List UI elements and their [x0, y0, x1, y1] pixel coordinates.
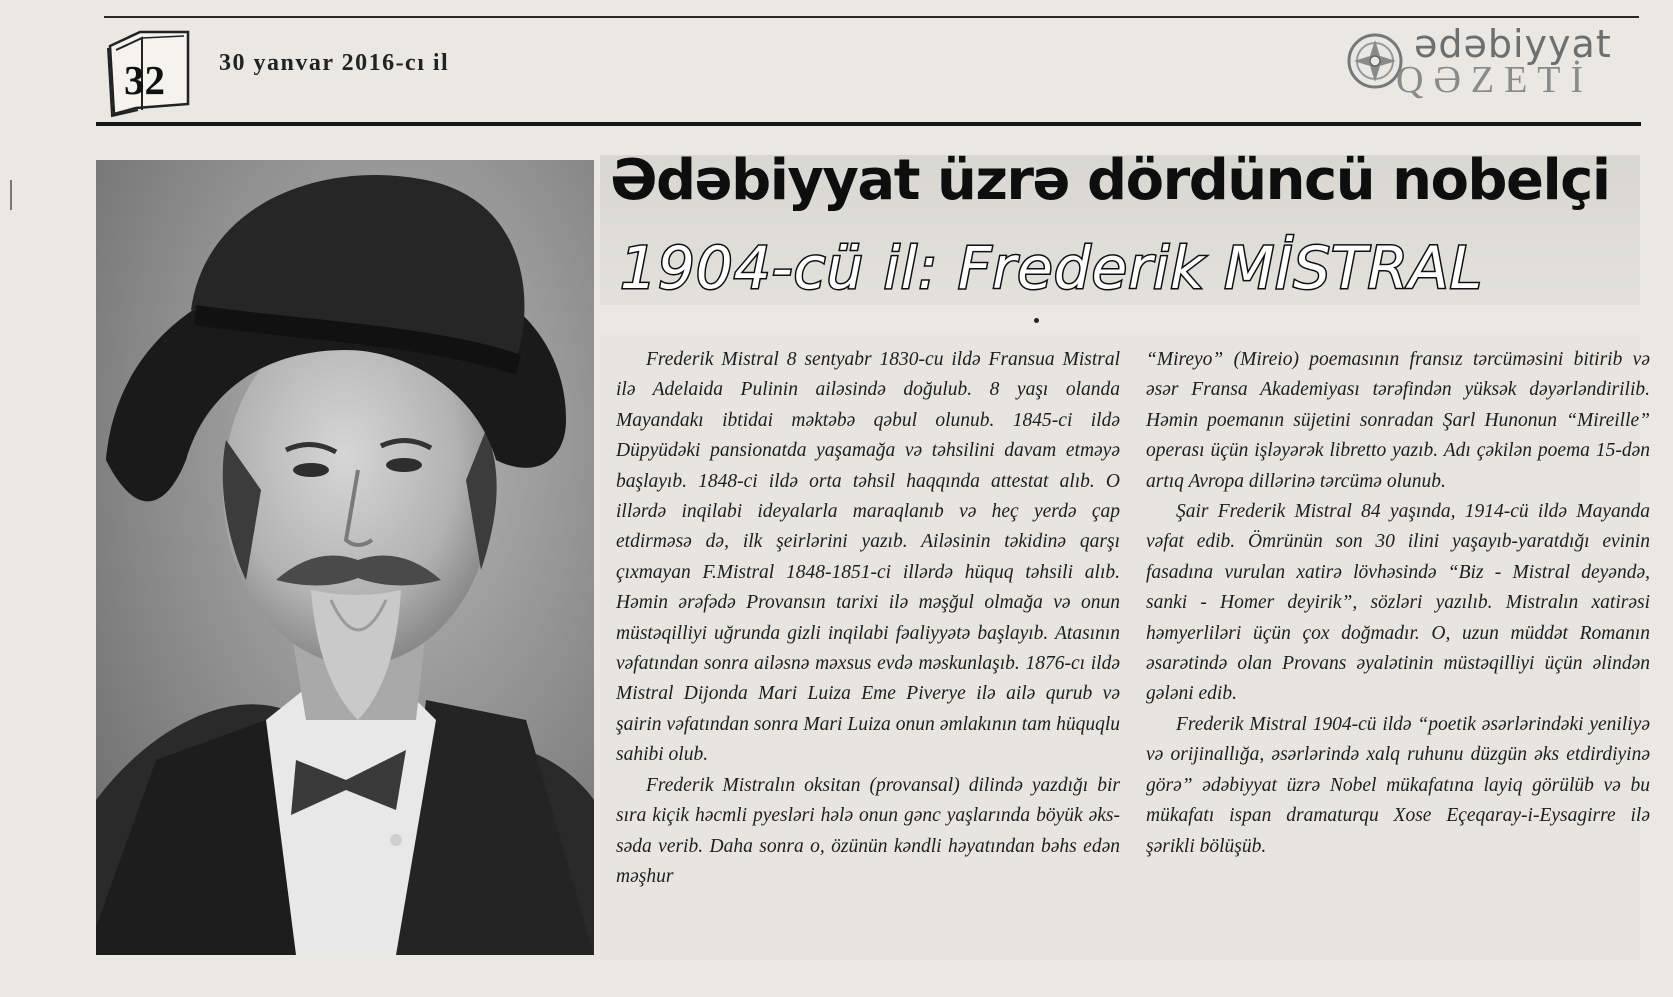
article-subheadline: 1904-cü il: Frederik MİSTRAL — [620, 234, 1483, 302]
article-column-right — [1146, 345, 1650, 862]
paragraph: Şair Frederik Mistral 84 yaşında, 1914-cü ildə Mayanda vəfat edib. Ömrünün son 30 ilini yaşayıb-yaratdığı evinin fasadına vurulan xatirə lövhəsində “Biz - Mistral deyəndə, sanki - Homer deyirik”, sözləri yazılıb. Mistralın xatirəsi həmyerliləri üçün çox doğmadır. O, uzun müddət Romanın əsarətində olan Provans əyalətinin müstəqilliyi üçün əlindən gələni edib. — [1146, 501, 1650, 705]
logo-bottom-text: QƏZETİ — [1396, 59, 1594, 101]
header-rule — [96, 122, 1641, 126]
paragraph: “Mireyo” (Mireio) poemasının fransız tərcüməsini bitirib və əsər Fransa Akademiyası tərəfindən yüksək dəyərləndirilib. Həmin poemanın süjetini sonradan Şarl Hunonun “Mireille” operası üçün işləyərək libretto yazıb. Adı çəkilən poema 15-dən artıq Avropa dillərinə tərcümə olunub. — [1146, 349, 1650, 492]
issue-date: 30 yanvar 2016-cı il — [219, 50, 450, 76]
newspaper-logo — [1342, 20, 1612, 101]
article-column-left — [616, 345, 1120, 892]
separator-dot — [1034, 318, 1039, 323]
paragraph: Frederik Mistral 1904-cü ildə “poetik əsərlərindəki yeniliyə və orijinallığa, əsərlərində xalq ruhunu düzgün əks etdirdiyinə görə” ədəbiyyat üzrə Nobel mükafatına layiq görülüb və bu mükafatı ispan dramaturqu Xose Eçeqaray-i-Eysagirre ilə şərikli bölüşüb. — [1146, 713, 1650, 857]
portrait-photo — [96, 160, 594, 955]
portrait-illustration — [96, 160, 594, 955]
page-number: 32 — [124, 57, 165, 103]
margin-mark — [10, 180, 18, 210]
paragraph: Frederik Mistral 8 sentyabr 1830-cu ildə Fransua Mistral ilə Adelaida Pulinin ailəsində doğulub. 8 yaşı olanda Mayandakı ibtidai məktəbə qəbul olunub. 1845-ci ildə Düpyüdəki pansionatda yaşamağa və təhsilini davam etməyə başlayıb. 1848-ci ildə orta təhsil haqqında attestat alıb. O illərdə inqilabi ideyalarla maraqlanıb və heç yerdə çap etdirməsə də, ilk şeirlərini yazıb. Ailəsinin təkidinə qarşı çıxmayan F.Mistral 1848-1851-ci illərdə hüquq təhsili alıb. Həmin ərəfədə Provansın tarixi ilə məşğul olmağa və onun müstəqilliyi uğrunda gizli inqilabi fəaliyyətə başlayıb. Atasının vəfatından sonra ailəsnə məxsus evdə məskunlaşıb. 1876-cı ildə Mistral Dijonda Mari Luiza Eme Piverye ilə ailə qurub və şairin vəfatından sonra Mari Luiza onun əmlakının tam hüquqlu sahibi olub. — [616, 349, 1120, 766]
article-headline: Ədəbiyyat üzrə dördüncü nobelçi — [610, 148, 1610, 213]
paragraph: Frederik Mistralın oksitan (provansal) dilində yazdığı bir sıra kiçik həcmli pyesləri hələ onun gənc yaşlarında böyük əks-səda verib. Daha sonra o, özünün kəndli həyatından bəhs edən məşhur — [616, 774, 1120, 887]
logo-top-text: ədəbiyyat — [1414, 22, 1612, 66]
top-rule — [104, 16, 1639, 18]
